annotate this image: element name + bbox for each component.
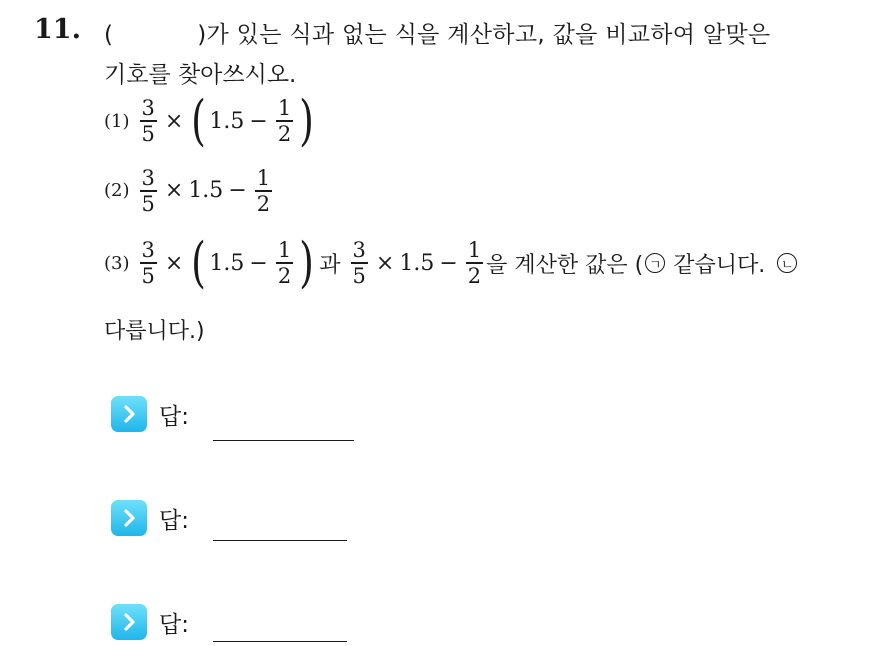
denominator: 2 [277, 121, 292, 146]
item-label: (3) [104, 252, 130, 274]
choice-b-circle: ㄴ [777, 253, 797, 273]
answer-blank-2[interactable] [213, 540, 347, 541]
numerator: 3 [141, 96, 155, 121]
denominator: 2 [467, 263, 482, 288]
number: 1.5 [209, 250, 245, 276]
stem-open-paren: ( [104, 22, 114, 48]
denominator: 5 [352, 263, 366, 288]
left-paren: ( [191, 89, 207, 152]
answer-row-2 [111, 500, 189, 536]
numerator: 3 [141, 166, 155, 190]
answer-label: 답: [159, 611, 189, 638]
times-sign: × [375, 250, 395, 276]
left-paren: ( [191, 231, 207, 294]
numerator: 1 [277, 238, 292, 263]
minus-sign: − [249, 108, 268, 134]
item-3-line2: 다릅니다.) [104, 319, 205, 344]
times-sign: × [164, 108, 184, 134]
minus-sign: − [249, 250, 268, 276]
item-1 [104, 89, 317, 152]
denominator: 2 [256, 191, 271, 216]
number: 1.5 [399, 250, 435, 276]
item-2 [104, 166, 275, 216]
choice-a-circle: ㄱ [645, 253, 665, 273]
minus-sign: − [439, 250, 458, 276]
fraction [140, 238, 157, 288]
question-stem-line1 [104, 16, 770, 49]
choice-a-text: 같습니다. [673, 252, 766, 278]
minus-sign: − [228, 178, 247, 204]
item-label: (1) [104, 110, 130, 132]
item-3 [104, 231, 799, 294]
fraction [255, 166, 272, 216]
times-sign: × [164, 178, 184, 204]
chevron-right-icon [111, 396, 147, 432]
answer-row-1 [111, 396, 189, 432]
fraction [140, 96, 157, 146]
denominator: 5 [141, 191, 155, 216]
right-paren: ) [299, 89, 315, 152]
times-sign: × [164, 250, 184, 276]
numerator: 1 [256, 166, 271, 190]
tail-text: 을 계산한 값은 ( [486, 252, 644, 278]
answer-blank-3[interactable] [213, 641, 347, 642]
answer-blank-1[interactable] [213, 440, 354, 441]
denominator: 5 [141, 263, 155, 288]
answer-row-3 [111, 604, 189, 640]
numerator: 1 [467, 238, 482, 263]
fraction [466, 238, 483, 288]
chevron-right-icon [111, 604, 147, 640]
answer-label: 답: [159, 507, 189, 534]
answer-label: 답: [159, 403, 189, 430]
fraction [276, 96, 293, 146]
denominator: 2 [277, 263, 292, 288]
number: 1.5 [188, 178, 224, 204]
fraction [140, 166, 157, 216]
question-stem-line2: 기호를 찾아쓰시오. [104, 62, 297, 88]
numerator: 3 [352, 238, 366, 263]
question-number: 11. [34, 14, 81, 45]
fraction [276, 238, 293, 288]
conjunction-text: 과 [319, 252, 341, 278]
stem-text: )가 있는 식과 없는 식을 계산하고, 값을 비교하여 알맞은 [197, 22, 771, 48]
chevron-right-icon [111, 500, 147, 536]
fraction [351, 238, 368, 288]
number: 1.5 [209, 108, 245, 134]
numerator: 1 [277, 96, 292, 121]
numerator: 3 [141, 238, 155, 263]
denominator: 5 [141, 121, 155, 146]
item-label: (2) [104, 180, 130, 202]
right-paren: ) [299, 231, 315, 294]
